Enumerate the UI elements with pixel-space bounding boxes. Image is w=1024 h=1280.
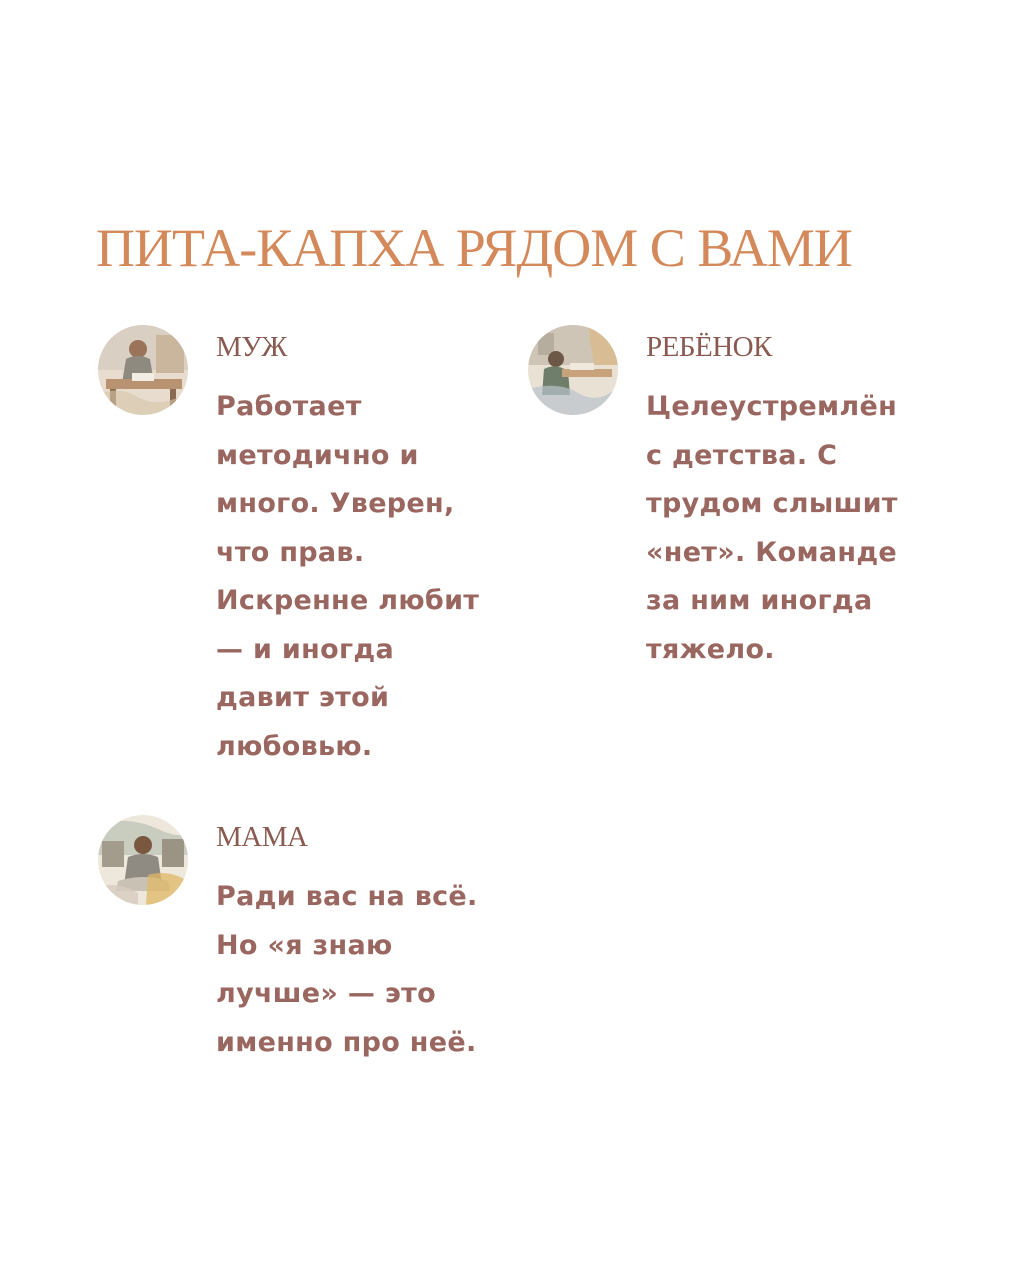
card-description: Ради вас на всё. Но «я знаю лучше» — это именно про неё. — [216, 881, 478, 1058]
avatar — [98, 815, 188, 905]
page-title: ПИТА-КАПХА РЯДОМ С ВАМИ — [96, 218, 852, 278]
avatar — [528, 325, 618, 415]
card-description: Работает методично и много. Уверен, что прав. Искренне любит — и иногда давит этой любовью. — [216, 391, 480, 762]
woman-seated-photo-icon — [98, 815, 188, 905]
card-name: МУЖ — [216, 331, 287, 363]
avatar — [98, 325, 188, 415]
child-at-table-photo-icon — [528, 325, 618, 415]
card-name: МАМА — [216, 821, 308, 853]
card-name: РЕБЁНОК — [646, 331, 772, 363]
man-at-desk-photo-icon — [98, 325, 188, 415]
card-description: Целеустремлён с детства. С трудом слышит «нет». Команде за ним иногда тяжело. — [646, 391, 898, 665]
